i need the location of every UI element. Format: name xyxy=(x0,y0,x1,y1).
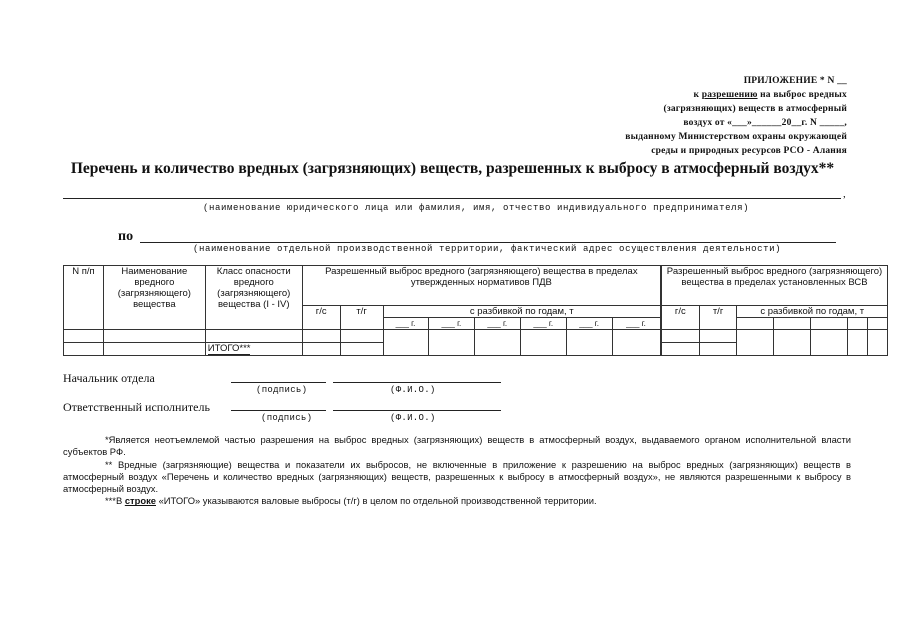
cell[interactable] xyxy=(205,330,302,343)
responsible-executor-label: Ответственный исполнитель xyxy=(63,400,210,414)
cell[interactable] xyxy=(811,318,848,330)
cell[interactable] xyxy=(811,330,848,356)
head-fio-hint: (Ф.И.О.) xyxy=(390,385,436,395)
pdv-year-6: ___ г. xyxy=(613,318,661,330)
col-class-header: Класс опасности вредного (загрязняющего) вещества (I - IV) xyxy=(205,266,302,330)
territory-hint: (наименование отдельной производственной территории, фактический адрес осуществления деятельности) xyxy=(193,244,782,254)
pdv-by-years-header: с разбивкой по годам, т xyxy=(383,306,660,318)
pdv-year-4: ___ г. xyxy=(521,318,567,330)
pdv-gs-header: г/с xyxy=(302,306,340,330)
cell[interactable] xyxy=(662,343,700,356)
cell[interactable] xyxy=(774,318,811,330)
pdv-year-3: ___ г. xyxy=(475,318,521,330)
row-link[interactable]: строке xyxy=(124,495,156,507)
cell[interactable] xyxy=(699,330,737,343)
cell[interactable] xyxy=(64,343,104,356)
appendix-line-1: ПРИЛОЖЕНИЕ * N __ xyxy=(743,76,847,86)
cell[interactable] xyxy=(64,330,104,343)
footnote-3-prefix: ***В xyxy=(105,495,125,507)
exec-signature-line[interactable] xyxy=(231,410,326,411)
po-label: по xyxy=(118,229,134,244)
cell[interactable] xyxy=(340,330,383,343)
cell[interactable] xyxy=(340,343,383,356)
pdv-year-2: ___ г. xyxy=(429,318,475,330)
document-title: Перечень и количество вредных (загрязняющих) веществ, разрешенных к выбросу в атмосферный воздух** xyxy=(70,160,835,177)
cell[interactable] xyxy=(774,330,811,356)
cell[interactable] xyxy=(613,330,661,356)
appendix-header xyxy=(577,74,847,158)
appendix-line-2-suffix: на выброс вредных xyxy=(757,90,847,100)
cell[interactable] xyxy=(848,330,868,356)
exec-sign-hint: (подпись) xyxy=(261,413,313,423)
cell[interactable] xyxy=(302,343,340,356)
col-num-header: N п/п xyxy=(64,266,104,330)
territory-line xyxy=(140,242,836,243)
footnote-3-suffix: «ИТОГО» указываются валовые выбросы (т/г) в целом по отдельной производственной территории. xyxy=(155,495,597,507)
cell[interactable] xyxy=(521,330,567,356)
pdv-header: Разрешенный выброс вредного (загрязняющего) вещества в пределах утвержденных нормативов ПДВ xyxy=(302,266,660,306)
appendix-line-2-prefix: к xyxy=(693,90,702,100)
pdv-year-5: ___ г. xyxy=(567,318,613,330)
entity-name-line xyxy=(63,198,841,199)
cell[interactable] xyxy=(848,318,868,330)
appendix-line-6: среды и природных ресурсов РСО - Алания xyxy=(651,146,847,156)
permit-link[interactable]: разрешению xyxy=(701,90,758,100)
footnote-2: ** Вредные (загрязняющие) вещества и показатели их выбросов, не включенные в приложение к разрешению на выброс вредных (загрязняющих) веществ в атмосферный воздух «Перечень и количество вредных (загрязняющих) веществ, разрешенных к выбросу в атмосферный воздух», не являются разрешенными к выбросу в атмосферный воздух. xyxy=(63,458,851,495)
vsv-table xyxy=(661,265,888,356)
total-label: ИТОГО*** xyxy=(205,343,302,356)
cell[interactable] xyxy=(383,330,429,356)
vsv-gs-header: г/с xyxy=(662,306,700,330)
cell[interactable] xyxy=(103,330,205,343)
cell[interactable] xyxy=(867,330,887,356)
appendix-line-5: выданному Министерством охраны окружающей xyxy=(625,132,847,142)
cell[interactable] xyxy=(662,330,700,343)
head-sign-hint: (подпись) xyxy=(256,385,308,395)
cell[interactable] xyxy=(699,343,737,356)
col-name-header: Наименование вредного (загрязняющего) вещества xyxy=(103,266,205,330)
cell[interactable] xyxy=(867,318,887,330)
head-signature-line[interactable] xyxy=(231,382,326,383)
cell[interactable] xyxy=(103,343,205,356)
pdv-tg-header: т/г xyxy=(340,306,383,330)
cell[interactable] xyxy=(737,330,774,356)
appendix-line-4: воздух от «___»______20__г. N _____, xyxy=(683,118,847,128)
head-fio-line[interactable] xyxy=(333,382,501,383)
cell[interactable] xyxy=(737,318,774,330)
entity-comma: , xyxy=(843,188,846,200)
pdv-table xyxy=(63,265,661,356)
cell[interactable] xyxy=(429,330,475,356)
pdv-year-1: ___ г. xyxy=(383,318,429,330)
table-row xyxy=(662,330,888,343)
entity-hint: (наименование юридического лица или фамилия, имя, отчество индивидуального предпринимателя) xyxy=(203,203,750,213)
cell[interactable] xyxy=(567,330,613,356)
footnote-3 xyxy=(63,495,851,507)
vsv-tg-header: т/г xyxy=(699,306,737,330)
vsv-header: Разрешенный выброс вредного (загрязняющего) вещества в пределах установленных ВСВ xyxy=(662,266,888,306)
exec-fio-hint: (Ф.И.О.) xyxy=(390,413,436,423)
footnote-1: *Является неотъемлемой частью разрешения на выброс вредных (загрязняющих) веществ в атмосферный воздух, выдаваемого органом исполнительной власти субъектов РФ. xyxy=(63,434,851,458)
footnotes xyxy=(63,434,851,508)
cell[interactable] xyxy=(475,330,521,356)
appendix-line-2 xyxy=(577,88,847,102)
exec-fio-line[interactable] xyxy=(333,410,501,411)
head-of-department-label: Начальник отдела xyxy=(63,371,155,385)
table-row xyxy=(64,330,661,343)
appendix-line-3: (загрязняющих) веществ в атмосферный xyxy=(663,104,847,114)
vsv-by-years-header: с разбивкой по годам, т xyxy=(737,306,888,318)
cell[interactable] xyxy=(302,330,340,343)
